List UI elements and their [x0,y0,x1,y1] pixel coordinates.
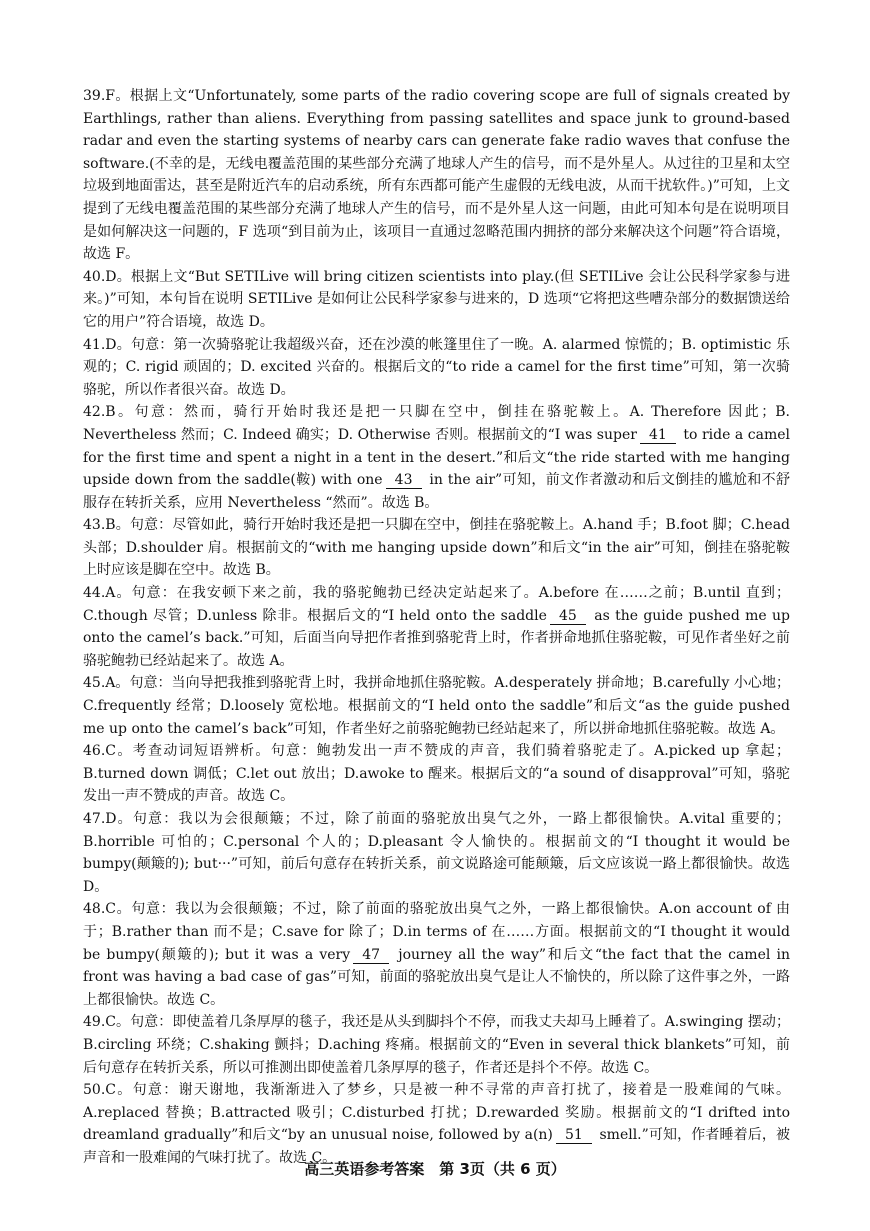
answer-49 [83,1011,790,1079]
page-footer: 高三英语参考答案 第 3页（共 6 页） [304,1160,566,1178]
answer-text-continued: to ride a camel for the first time and spent a night in a tent in the desert.”和后文“the ride started with me hanging upside down from the saddle(鞍) with one [83,426,790,489]
answer-text-continued: smell.”可知，作者睡着后，被声音和一股难闻的气味打扰了。故选 C。 [83,1127,790,1166]
blank-number: 45 [550,609,586,625]
answer-explanations [83,85,790,1170]
answer-text-continued: in the air”可知，前文作者激动和后文倒挂的尴尬和不舒服存在转折关系，应用 Nevertheless “然而”。故选 B。 [83,472,790,511]
answer-text: 50.C。句意：谢天谢地，我渐渐进入了梦乡，只是被一种不寻常的声音打扰了，接着是一股难闻的气味。A.replaced 替换；B.attracted 吸引；C.disturbed 打扰；D.rewarded 奖励。根据前文的“I drifted into dreamland gradually”和后文“by an unusual noise, followed by a(n) [83,1082,790,1144]
answer-44 [83,582,790,672]
answer-text: 46.C。考查动词短语辨析。句意：鲍勃发出一声不赞成的声音，我们骑着骆驼走了。A.picked up 拿起；B.turned down 调低；C.let out 放出；D.awoke to 醒来。根据后文的“a sound of disapproval”可知，骆驼发出一声不赞成的声音。故选 C。 [83,743,790,805]
answer-47 [83,808,790,898]
answer-text: 45.A。句意：当向导把我推到骆驼背上时，我拼命地抓住骆驼鞍。A.desperately 拼命地；B.carefully 小心地；C.frequently 经常；D.loosely 宽松地。根据前文的“I held onto the saddle”和后文“as the guide pushed me up onto the camel’s back”可知，作者坐好之前骆驼鲍勃已经站起来了，所以拼命地抓住骆驼鞍。故选 A。 [83,675,790,737]
answer-text: 49.C。句意：即使盖着几条厚厚的毯子，我还是从头到脚抖个不停，而我丈夫却马上睡着了。A.swinging 摆动；B.circling 环绕；C.shaking 颤抖；D.aching 疼痛。根据前文的“Even in several thick blankets”可知，前后句意存在转折关系，所以可推测出即使盖着几条厚厚的毯子，作者还是抖个不停。故选 C。 [83,1014,790,1076]
answer-text: 48.C。句意：我以为会很颠簸；不过，除了前面的骆驼放出臭气之外，一路上都很愉快。A.on account of 由于；B.rather than 而不是；C.save for 除了；D.in terms of 在……方面。根据前文的“I thought it would be bumpy(颠簸的); but it was a very [83,901,790,963]
answer-41 [83,334,790,402]
answer-text: 42.B。句意：然而，骑行开始时我还是把一只脚在空中，倒挂在骆驼鞍上。A. Therefore 因此；B. Nevertheless 然而；C. Indeed 确实；D. Otherwise 否则。根据前文的“I was super [83,404,790,443]
answer-40 [83,266,790,334]
answer-text: 43.B。句意：尽管如此，骑行开始时我还是把一只脚在空中，倒挂在骆驼鞍上。A.hand 手；B.foot 脚；C.head 头部；D.shoulder 肩。根据前文的“with me hanging upside down”和后文“in the air”可知，倒挂在骆驼鞍上时应该是脚在空中。故选 B。 [83,517,790,579]
answer-text-continued: as the guide pushed me up onto the camel’s back.”可知，后面当向导把作者推到骆驼背上时，作者拼命地抓住骆驼鞍，可见作者坐好之前骆驼鲍勃已经站起来了。故选 A。 [83,607,790,669]
answer-text: 41.D。句意：第一次骑骆驼让我超级兴奋，还在沙漠的帐篷里住了一晚。A. alarmed 惊慌的；B. optimistic 乐观的；C. rigid 顽固的；D. excited 兴奋的。根据后文的“to ride a camel for the first time”可知，第一次骑骆驼，所以作者很兴奋。故选 D。 [83,336,790,398]
answer-text-continued: journey all the way”和后文“the fact that the camel in front was having a bad case of gas”可知，前面的骆驼放出臭气是让人不愉快的，所以除了这件事之外，一路上都很愉快。故选 C。 [83,946,790,1008]
answer-42 [83,401,790,514]
answer-43 [83,514,790,582]
answer-48 [83,898,790,1011]
blank-number: 51 [556,1128,592,1144]
blank-number: 41 [640,428,676,444]
answer-46 [83,740,790,808]
answer-45 [83,672,790,740]
blank-number: 43 [386,473,422,489]
answer-text: 47.D。句意：我以为会很颠簸；不过，除了前面的骆驼放出臭气之外，一路上都很愉快。A.vital 重要的；B.horrible 可怕的；C.personal 个人的；D.pleasant 令人愉快的。根据前文的“I thought it would be bumpy(颠簸的); but···”可知，前后句意存在转折关系，前文说路途可能颠簸，后文应该说一路上都很愉快。故选 D。 [83,811,790,895]
answer-text: 44.A。句意：在我安顿下来之前，我的骆驼鲍勃已经决定站起来了。A.before 在……之前；B.until 直到；C.though 尽管；D.unless 除非。根据后文的“I held onto the saddle [83,585,790,624]
answer-text: 40.D。根据上文“But SETILive will bring citizen scientists into play.(但 SETILive 会让公民科学家参与进来。)”可知，本句旨在说明 SETILive 是如何让公民科学家参与进来的，D 选项“它将把这些嘈杂部分的数据馈送给它的用户”符合语境，故选 D。 [83,268,790,330]
answer-text: 39.F。根据上文“Unfortunately, some parts of the radio covering scope are full of signals created by Earthlings, rather than aliens. Everything from passing satellites and space junk to ground-based radar and even the starting systems of nearby cars can generate fake radio waves that confuse the software.(不幸的是，无线电覆盖范围的某些部分充满了地球人产生的信号，而不是外星人。从过往的卫星和太空垃圾到地面雷达，甚至是附近汽车的启动系统，所有东西都可能产生虚假的无线电波，从而干扰软件。)”可知，上文提到了无线电覆盖范围的某些部分充满了地球人产生的信号，而不是外星人这一问题，由此可知本句是在说明项目是如何解决这一问题的，F 选项“到目前为止，该项目一直通过忽略范围内拥挤的部分来解决这个问题”符合语境，故选 F。 [83,88,790,263]
answer-39 [83,85,790,266]
answer-50 [83,1079,790,1169]
blank-number: 47 [353,948,389,964]
